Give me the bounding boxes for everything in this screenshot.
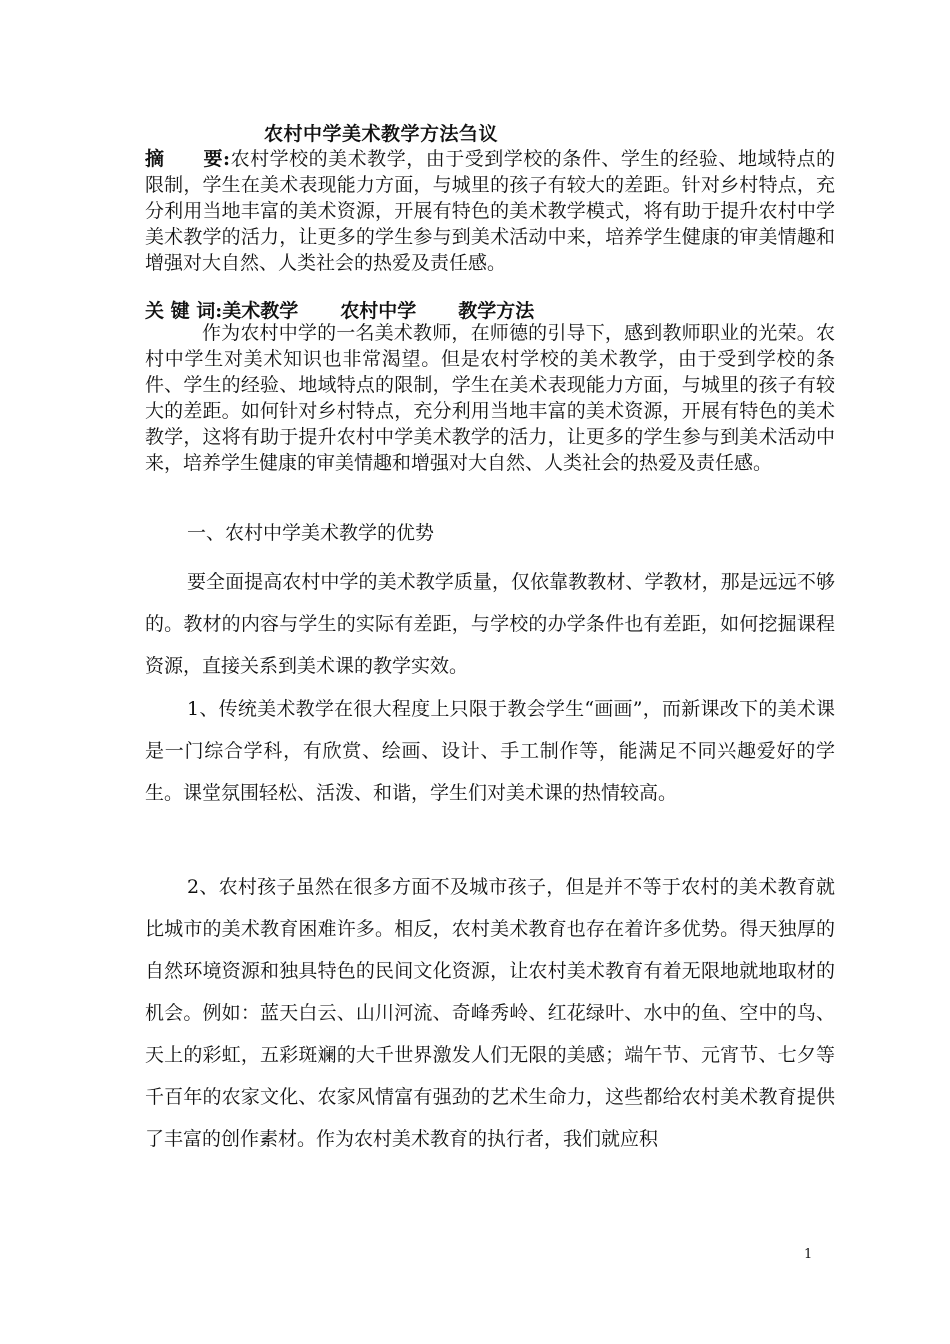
keyword-item: 美术教学: [222, 300, 299, 322]
keywords-label: 关 键 词:: [145, 300, 223, 322]
abstract-text: 农村学校的美术教学，由于受到学校的条件、学生的经验、地域特点的限制，学生在美术表现能力方面，与城里的孩子有较大的差距。针对乡村特点，充分利用当地丰富的美术资源，开展有特色的美术教学模式，将有助于提升农村中学美术教学的活力，让更多的学生参与到美术活动中来，培养学生健康的审美情趣和增强对大自然、人类社会的热爱及责任感。: [145, 148, 835, 274]
body-paragraph: 1、传统美术教学在很大程度上只限于教会学生“画画”，而新课改下的美术课是一门综合学科，有欣赏、绘画、设计、手工制作等，能满足不同兴趣爱好的学生。课堂氛围轻松、活泼、和谐，学生们对美术课的热情较高。: [145, 698, 835, 804]
keyword-item: 教学方法: [458, 300, 535, 322]
abstract-label: 摘 要:: [145, 148, 231, 170]
keyword-item: 农村中学: [340, 300, 417, 322]
section-heading: 一、农村中学美术教学的优势: [187, 522, 435, 544]
abstract-paragraph: [145, 146, 835, 276]
page-number: 1: [804, 1247, 813, 1262]
intro-paragraph: 作为农村中学的一名美术教师，在师德的引导下，感到教师职业的光荣。农村中学生对美术知识也非常渴望。但是农村学校的美术教学，由于受到学校的条件、学生的经验、地域特点的限制，学生在美术表现能力方面，与城里的孩子有较大的差距。如何针对乡村特点，充分利用当地丰富的美术资源，开展有特色的美术教学，这将有助于提升农村中学美术教学的活力，让更多的学生参与到美术活动中来，培养学生健康的审美情趣和增强对大自然、人类社会的热爱及责任感。: [145, 322, 835, 474]
body-paragraph: 2、农村孩子虽然在很多方面不及城市孩子，但是并不等于农村的美术教育就比城市的美术教育困难许多。相反，农村美术教育也存在着许多优势。得天独厚的自然环境资源和独具特色的民间文化资源，让农村美术教育有着无限地就地取材的机会。例如：蓝天白云、山川河流、奇峰秀岭、红花绿叶、水中的鱼、空中的鸟、天上的彩虹，五彩斑斓的大千世界激发人们无限的美感；端午节、元宵节、七夕等千百年的农家文化、农家风情富有强劲的艺术生命力，这些都给农村美术教育提供了丰富的创作素材。作为农村美术教育的执行者，我们就应积: [145, 876, 835, 1150]
body-paragraph: 要全面提高农村中学的美术教学质量，仅依靠教教材、学教材，那是远远不够的。教材的内容与学生的实际有差距，与学校的办学条件也有差距，如何挖掘课程资源，直接关系到美术课的教学实效。: [145, 571, 835, 677]
document-title: 农村中学美术教学方法刍议: [264, 123, 499, 145]
